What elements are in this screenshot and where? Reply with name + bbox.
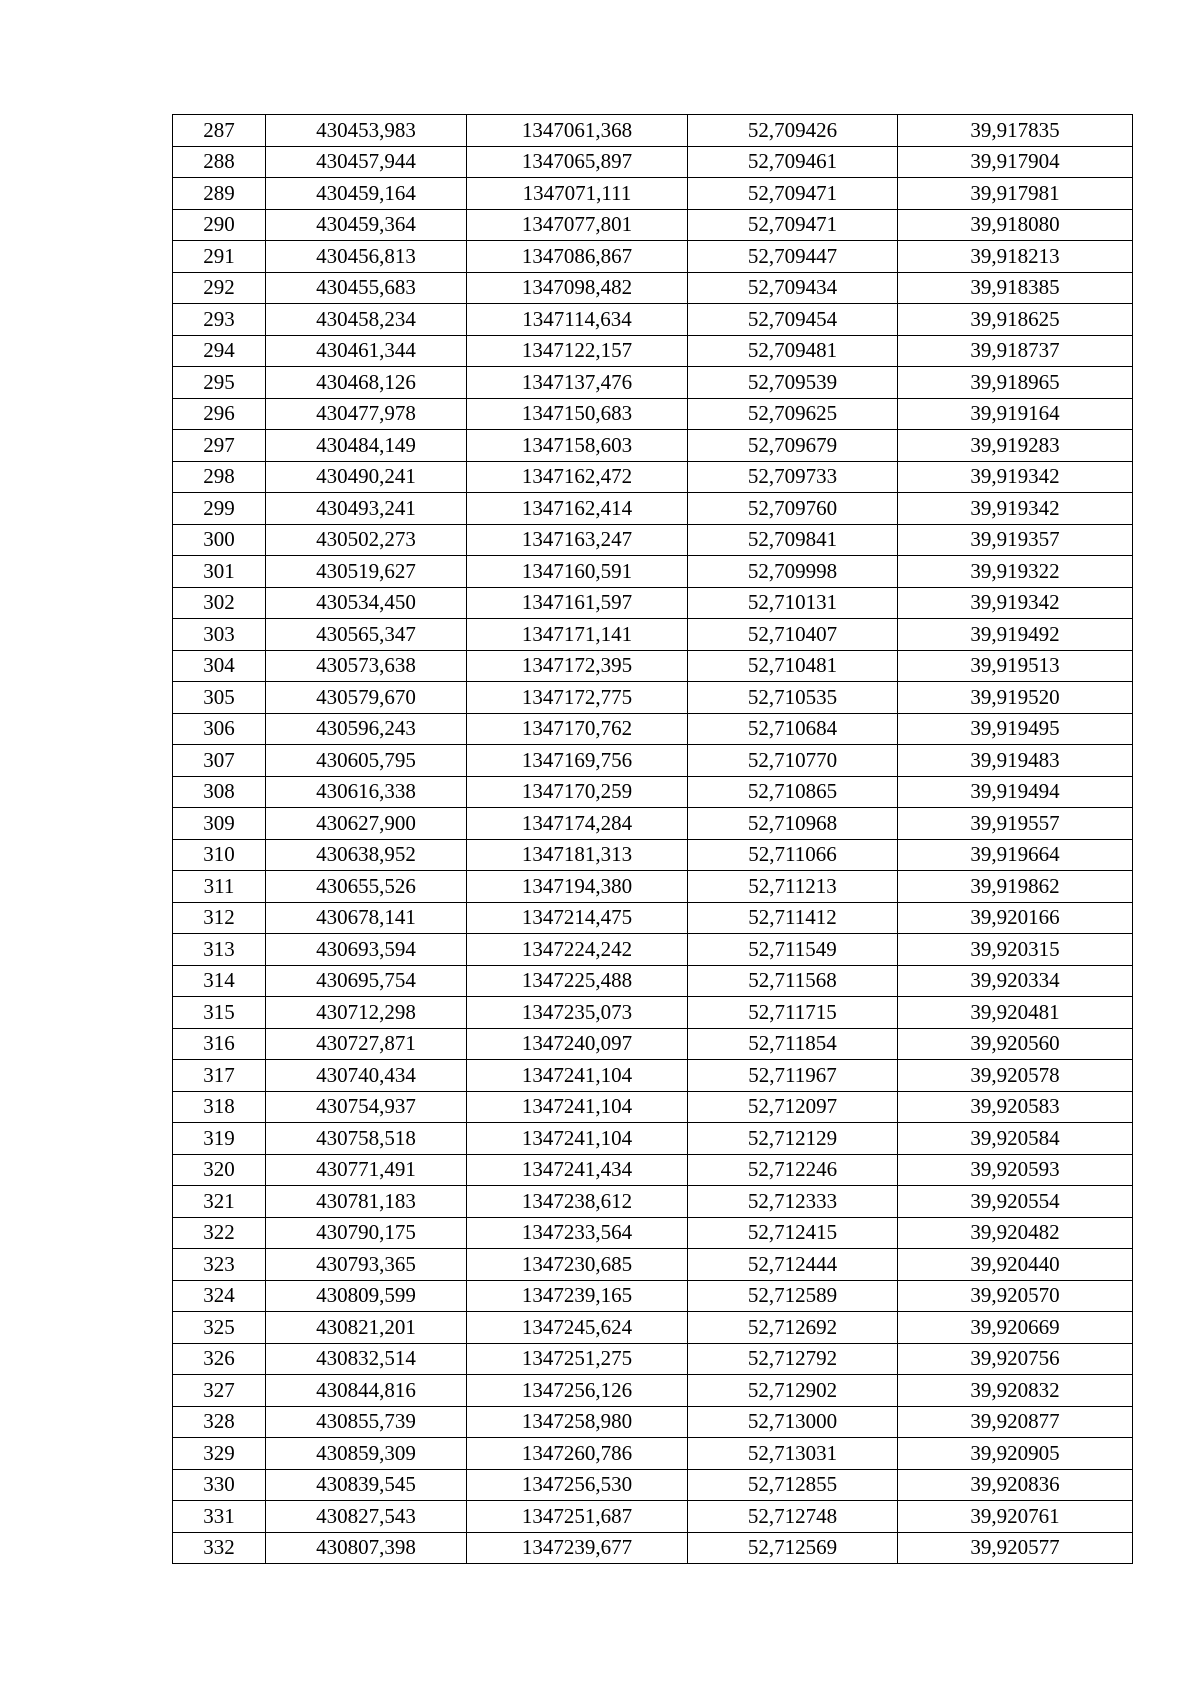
point-number-cell: 311 — [173, 871, 266, 903]
y-coordinate-cell: 1347225,488 — [467, 965, 688, 997]
longitude-cell: 39,920481 — [898, 997, 1133, 1029]
x-coordinate-cell: 430579,670 — [266, 682, 467, 714]
point-number-cell: 299 — [173, 493, 266, 525]
x-coordinate-cell: 430453,983 — [266, 115, 467, 147]
table-row — [173, 965, 1133, 997]
point-number-cell: 308 — [173, 776, 266, 808]
longitude-cell: 39,920554 — [898, 1186, 1133, 1218]
point-number-cell: 323 — [173, 1249, 266, 1281]
longitude-cell: 39,919342 — [898, 493, 1133, 525]
y-coordinate-cell: 1347163,247 — [467, 524, 688, 556]
longitude-cell: 39,919495 — [898, 713, 1133, 745]
table-row — [173, 1406, 1133, 1438]
table-row — [173, 1532, 1133, 1564]
y-coordinate-cell: 1347160,591 — [467, 556, 688, 588]
latitude-cell: 52,709471 — [688, 178, 898, 210]
x-coordinate-cell: 430758,518 — [266, 1123, 467, 1155]
latitude-cell: 52,709625 — [688, 398, 898, 430]
table-row — [173, 682, 1133, 714]
y-coordinate-cell: 1347162,414 — [467, 493, 688, 525]
longitude-cell: 39,918625 — [898, 304, 1133, 336]
point-number-cell: 301 — [173, 556, 266, 588]
latitude-cell: 52,712792 — [688, 1343, 898, 1375]
table-row — [173, 587, 1133, 619]
latitude-cell: 52,710968 — [688, 808, 898, 840]
longitude-cell: 39,919483 — [898, 745, 1133, 777]
latitude-cell: 52,709998 — [688, 556, 898, 588]
x-coordinate-cell: 430809,599 — [266, 1280, 467, 1312]
point-number-cell: 303 — [173, 619, 266, 651]
latitude-cell: 52,710131 — [688, 587, 898, 619]
table-row — [173, 1186, 1133, 1218]
y-coordinate-cell: 1347172,395 — [467, 650, 688, 682]
y-coordinate-cell: 1347098,482 — [467, 272, 688, 304]
x-coordinate-cell: 430519,627 — [266, 556, 467, 588]
latitude-cell: 52,713031 — [688, 1438, 898, 1470]
x-coordinate-cell: 430627,900 — [266, 808, 467, 840]
latitude-cell: 52,709679 — [688, 430, 898, 462]
latitude-cell: 52,712748 — [688, 1501, 898, 1533]
point-number-cell: 293 — [173, 304, 266, 336]
latitude-cell: 52,710865 — [688, 776, 898, 808]
longitude-cell: 39,918080 — [898, 209, 1133, 241]
point-number-cell: 321 — [173, 1186, 266, 1218]
x-coordinate-cell: 430459,364 — [266, 209, 467, 241]
x-coordinate-cell: 430693,594 — [266, 934, 467, 966]
table-row — [173, 1028, 1133, 1060]
point-number-cell: 329 — [173, 1438, 266, 1470]
latitude-cell: 52,712444 — [688, 1249, 898, 1281]
x-coordinate-cell: 430477,978 — [266, 398, 467, 430]
y-coordinate-cell: 1347086,867 — [467, 241, 688, 273]
table-row — [173, 808, 1133, 840]
latitude-cell: 52,711412 — [688, 902, 898, 934]
y-coordinate-cell: 1347241,104 — [467, 1091, 688, 1123]
latitude-cell: 52,709454 — [688, 304, 898, 336]
point-number-cell: 317 — [173, 1060, 266, 1092]
point-number-cell: 316 — [173, 1028, 266, 1060]
point-number-cell: 289 — [173, 178, 266, 210]
x-coordinate-cell: 430771,491 — [266, 1154, 467, 1186]
longitude-cell: 39,919322 — [898, 556, 1133, 588]
table-row — [173, 493, 1133, 525]
latitude-cell: 52,710407 — [688, 619, 898, 651]
y-coordinate-cell: 1347174,284 — [467, 808, 688, 840]
table-row — [173, 713, 1133, 745]
table-row — [173, 367, 1133, 399]
table-row — [173, 241, 1133, 273]
y-coordinate-cell: 1347172,775 — [467, 682, 688, 714]
point-number-cell: 288 — [173, 146, 266, 178]
longitude-cell: 39,920584 — [898, 1123, 1133, 1155]
x-coordinate-cell: 430616,338 — [266, 776, 467, 808]
x-coordinate-cell: 430821,201 — [266, 1312, 467, 1344]
x-coordinate-cell: 430468,126 — [266, 367, 467, 399]
x-coordinate-cell: 430695,754 — [266, 965, 467, 997]
point-number-cell: 327 — [173, 1375, 266, 1407]
latitude-cell: 52,710684 — [688, 713, 898, 745]
coordinates-table-body — [173, 115, 1133, 1564]
y-coordinate-cell: 1347245,624 — [467, 1312, 688, 1344]
latitude-cell: 52,711549 — [688, 934, 898, 966]
point-number-cell: 297 — [173, 430, 266, 462]
table-row — [173, 871, 1133, 903]
y-coordinate-cell: 1347161,597 — [467, 587, 688, 619]
point-number-cell: 296 — [173, 398, 266, 430]
latitude-cell: 52,709434 — [688, 272, 898, 304]
latitude-cell: 52,712855 — [688, 1469, 898, 1501]
y-coordinate-cell: 1347241,434 — [467, 1154, 688, 1186]
y-coordinate-cell: 1347171,141 — [467, 619, 688, 651]
table-row — [173, 1217, 1133, 1249]
table-row — [173, 398, 1133, 430]
table-row — [173, 1091, 1133, 1123]
x-coordinate-cell: 430596,243 — [266, 713, 467, 745]
latitude-cell: 52,712902 — [688, 1375, 898, 1407]
table-row — [173, 272, 1133, 304]
y-coordinate-cell: 1347239,677 — [467, 1532, 688, 1564]
latitude-cell: 52,712333 — [688, 1186, 898, 1218]
longitude-cell: 39,920756 — [898, 1343, 1133, 1375]
point-number-cell: 330 — [173, 1469, 266, 1501]
longitude-cell: 39,919357 — [898, 524, 1133, 556]
x-coordinate-cell: 430484,149 — [266, 430, 467, 462]
point-number-cell: 287 — [173, 115, 266, 147]
point-number-cell: 298 — [173, 461, 266, 493]
point-number-cell: 290 — [173, 209, 266, 241]
y-coordinate-cell: 1347071,111 — [467, 178, 688, 210]
table-row — [173, 650, 1133, 682]
x-coordinate-cell: 430455,683 — [266, 272, 467, 304]
longitude-cell: 39,919520 — [898, 682, 1133, 714]
y-coordinate-cell: 1347256,530 — [467, 1469, 688, 1501]
y-coordinate-cell: 1347241,104 — [467, 1060, 688, 1092]
y-coordinate-cell: 1347260,786 — [467, 1438, 688, 1470]
latitude-cell: 52,709733 — [688, 461, 898, 493]
x-coordinate-cell: 430754,937 — [266, 1091, 467, 1123]
longitude-cell: 39,919342 — [898, 587, 1133, 619]
point-number-cell: 331 — [173, 1501, 266, 1533]
longitude-cell: 39,920877 — [898, 1406, 1133, 1438]
table-row — [173, 115, 1133, 147]
longitude-cell: 39,920315 — [898, 934, 1133, 966]
table-row — [173, 776, 1133, 808]
longitude-cell: 39,920832 — [898, 1375, 1133, 1407]
y-coordinate-cell: 1347258,980 — [467, 1406, 688, 1438]
point-number-cell: 322 — [173, 1217, 266, 1249]
point-number-cell: 314 — [173, 965, 266, 997]
x-coordinate-cell: 430807,398 — [266, 1532, 467, 1564]
latitude-cell: 52,709447 — [688, 241, 898, 273]
point-number-cell: 325 — [173, 1312, 266, 1344]
point-number-cell: 294 — [173, 335, 266, 367]
longitude-cell: 39,917835 — [898, 115, 1133, 147]
y-coordinate-cell: 1347239,165 — [467, 1280, 688, 1312]
longitude-cell: 39,919557 — [898, 808, 1133, 840]
longitude-cell: 39,919862 — [898, 871, 1133, 903]
table-row — [173, 1501, 1133, 1533]
point-number-cell: 302 — [173, 587, 266, 619]
table-row — [173, 619, 1133, 651]
table-row — [173, 902, 1133, 934]
table-row — [173, 997, 1133, 1029]
x-coordinate-cell: 430458,234 — [266, 304, 467, 336]
latitude-cell: 52,710535 — [688, 682, 898, 714]
table-row — [173, 304, 1133, 336]
longitude-cell: 39,918965 — [898, 367, 1133, 399]
longitude-cell: 39,919492 — [898, 619, 1133, 651]
table-row — [173, 1154, 1133, 1186]
longitude-cell: 39,920669 — [898, 1312, 1133, 1344]
y-coordinate-cell: 1347137,476 — [467, 367, 688, 399]
x-coordinate-cell: 430740,434 — [266, 1060, 467, 1092]
table-row — [173, 556, 1133, 588]
y-coordinate-cell: 1347230,685 — [467, 1249, 688, 1281]
longitude-cell: 39,919342 — [898, 461, 1133, 493]
point-number-cell: 309 — [173, 808, 266, 840]
y-coordinate-cell: 1347122,157 — [467, 335, 688, 367]
point-number-cell: 292 — [173, 272, 266, 304]
table-row — [173, 1375, 1133, 1407]
table-row — [173, 335, 1133, 367]
longitude-cell: 39,918213 — [898, 241, 1133, 273]
point-number-cell: 295 — [173, 367, 266, 399]
table-row — [173, 1249, 1133, 1281]
y-coordinate-cell: 1347150,683 — [467, 398, 688, 430]
latitude-cell: 52,709841 — [688, 524, 898, 556]
y-coordinate-cell: 1347158,603 — [467, 430, 688, 462]
table-row — [173, 839, 1133, 871]
x-coordinate-cell: 430855,739 — [266, 1406, 467, 1438]
longitude-cell: 39,917904 — [898, 146, 1133, 178]
y-coordinate-cell: 1347233,564 — [467, 1217, 688, 1249]
longitude-cell: 39,920583 — [898, 1091, 1133, 1123]
table-row — [173, 745, 1133, 777]
table-row — [173, 1343, 1133, 1375]
longitude-cell: 39,920482 — [898, 1217, 1133, 1249]
x-coordinate-cell: 430655,526 — [266, 871, 467, 903]
x-coordinate-cell: 430459,164 — [266, 178, 467, 210]
y-coordinate-cell: 1347251,275 — [467, 1343, 688, 1375]
y-coordinate-cell: 1347235,073 — [467, 997, 688, 1029]
x-coordinate-cell: 430793,365 — [266, 1249, 467, 1281]
longitude-cell: 39,920570 — [898, 1280, 1133, 1312]
table-row — [173, 146, 1133, 178]
latitude-cell: 52,710481 — [688, 650, 898, 682]
point-number-cell: 319 — [173, 1123, 266, 1155]
x-coordinate-cell: 430781,183 — [266, 1186, 467, 1218]
x-coordinate-cell: 430534,450 — [266, 587, 467, 619]
x-coordinate-cell: 430839,545 — [266, 1469, 467, 1501]
y-coordinate-cell: 1347162,472 — [467, 461, 688, 493]
x-coordinate-cell: 430832,514 — [266, 1343, 467, 1375]
longitude-cell: 39,920560 — [898, 1028, 1133, 1060]
latitude-cell: 52,709481 — [688, 335, 898, 367]
longitude-cell: 39,919494 — [898, 776, 1133, 808]
point-number-cell: 312 — [173, 902, 266, 934]
table-row — [173, 461, 1133, 493]
x-coordinate-cell: 430490,241 — [266, 461, 467, 493]
x-coordinate-cell: 430573,638 — [266, 650, 467, 682]
y-coordinate-cell: 1347065,897 — [467, 146, 688, 178]
longitude-cell: 39,919513 — [898, 650, 1133, 682]
x-coordinate-cell: 430712,298 — [266, 997, 467, 1029]
longitude-cell: 39,920577 — [898, 1532, 1133, 1564]
y-coordinate-cell: 1347224,242 — [467, 934, 688, 966]
x-coordinate-cell: 430790,175 — [266, 1217, 467, 1249]
coordinates-table — [172, 114, 1133, 1564]
y-coordinate-cell: 1347170,259 — [467, 776, 688, 808]
latitude-cell: 52,711854 — [688, 1028, 898, 1060]
x-coordinate-cell: 430456,813 — [266, 241, 467, 273]
longitude-cell: 39,920440 — [898, 1249, 1133, 1281]
x-coordinate-cell: 430502,273 — [266, 524, 467, 556]
latitude-cell: 52,709471 — [688, 209, 898, 241]
latitude-cell: 52,712097 — [688, 1091, 898, 1123]
longitude-cell: 39,919164 — [898, 398, 1133, 430]
latitude-cell: 52,712589 — [688, 1280, 898, 1312]
latitude-cell: 52,709461 — [688, 146, 898, 178]
point-number-cell: 332 — [173, 1532, 266, 1564]
point-number-cell: 305 — [173, 682, 266, 714]
table-row — [173, 1438, 1133, 1470]
longitude-cell: 39,920593 — [898, 1154, 1133, 1186]
y-coordinate-cell: 1347061,368 — [467, 115, 688, 147]
latitude-cell: 52,711066 — [688, 839, 898, 871]
point-number-cell: 318 — [173, 1091, 266, 1123]
x-coordinate-cell: 430844,816 — [266, 1375, 467, 1407]
table-row — [173, 524, 1133, 556]
point-number-cell: 313 — [173, 934, 266, 966]
y-coordinate-cell: 1347256,126 — [467, 1375, 688, 1407]
longitude-cell: 39,920761 — [898, 1501, 1133, 1533]
latitude-cell: 52,711568 — [688, 965, 898, 997]
point-number-cell: 304 — [173, 650, 266, 682]
point-number-cell: 291 — [173, 241, 266, 273]
table-row — [173, 209, 1133, 241]
longitude-cell: 39,918385 — [898, 272, 1133, 304]
point-number-cell: 324 — [173, 1280, 266, 1312]
y-coordinate-cell: 1347214,475 — [467, 902, 688, 934]
latitude-cell: 52,712415 — [688, 1217, 898, 1249]
longitude-cell: 39,919664 — [898, 839, 1133, 871]
y-coordinate-cell: 1347194,380 — [467, 871, 688, 903]
latitude-cell: 52,713000 — [688, 1406, 898, 1438]
x-coordinate-cell: 430457,944 — [266, 146, 467, 178]
point-number-cell: 300 — [173, 524, 266, 556]
y-coordinate-cell: 1347240,097 — [467, 1028, 688, 1060]
latitude-cell: 52,711213 — [688, 871, 898, 903]
longitude-cell: 39,919283 — [898, 430, 1133, 462]
y-coordinate-cell: 1347251,687 — [467, 1501, 688, 1533]
point-number-cell: 315 — [173, 997, 266, 1029]
y-coordinate-cell: 1347170,762 — [467, 713, 688, 745]
table-row — [173, 430, 1133, 462]
latitude-cell: 52,711715 — [688, 997, 898, 1029]
table-row — [173, 1312, 1133, 1344]
latitude-cell: 52,712692 — [688, 1312, 898, 1344]
y-coordinate-cell: 1347114,634 — [467, 304, 688, 336]
latitude-cell: 52,712246 — [688, 1154, 898, 1186]
point-number-cell: 307 — [173, 745, 266, 777]
point-number-cell: 320 — [173, 1154, 266, 1186]
point-number-cell: 306 — [173, 713, 266, 745]
x-coordinate-cell: 430638,952 — [266, 839, 467, 871]
x-coordinate-cell: 430461,344 — [266, 335, 467, 367]
latitude-cell: 52,712129 — [688, 1123, 898, 1155]
longitude-cell: 39,917981 — [898, 178, 1133, 210]
x-coordinate-cell: 430678,141 — [266, 902, 467, 934]
x-coordinate-cell: 430493,241 — [266, 493, 467, 525]
table-row — [173, 178, 1133, 210]
x-coordinate-cell: 430827,543 — [266, 1501, 467, 1533]
table-row — [173, 1469, 1133, 1501]
table-row — [173, 1280, 1133, 1312]
latitude-cell: 52,711967 — [688, 1060, 898, 1092]
point-number-cell: 328 — [173, 1406, 266, 1438]
longitude-cell: 39,920578 — [898, 1060, 1133, 1092]
table-row — [173, 1060, 1133, 1092]
x-coordinate-cell: 430565,347 — [266, 619, 467, 651]
x-coordinate-cell: 430727,871 — [266, 1028, 467, 1060]
x-coordinate-cell: 430605,795 — [266, 745, 467, 777]
longitude-cell: 39,920166 — [898, 902, 1133, 934]
longitude-cell: 39,920905 — [898, 1438, 1133, 1470]
point-number-cell: 326 — [173, 1343, 266, 1375]
latitude-cell: 52,709539 — [688, 367, 898, 399]
latitude-cell: 52,709760 — [688, 493, 898, 525]
latitude-cell: 52,712569 — [688, 1532, 898, 1564]
table-row — [173, 934, 1133, 966]
latitude-cell: 52,709426 — [688, 115, 898, 147]
longitude-cell: 39,918737 — [898, 335, 1133, 367]
longitude-cell: 39,920334 — [898, 965, 1133, 997]
y-coordinate-cell: 1347077,801 — [467, 209, 688, 241]
y-coordinate-cell: 1347238,612 — [467, 1186, 688, 1218]
y-coordinate-cell: 1347241,104 — [467, 1123, 688, 1155]
y-coordinate-cell: 1347181,313 — [467, 839, 688, 871]
x-coordinate-cell: 430859,309 — [266, 1438, 467, 1470]
y-coordinate-cell: 1347169,756 — [467, 745, 688, 777]
table-row — [173, 1123, 1133, 1155]
latitude-cell: 52,710770 — [688, 745, 898, 777]
longitude-cell: 39,920836 — [898, 1469, 1133, 1501]
point-number-cell: 310 — [173, 839, 266, 871]
